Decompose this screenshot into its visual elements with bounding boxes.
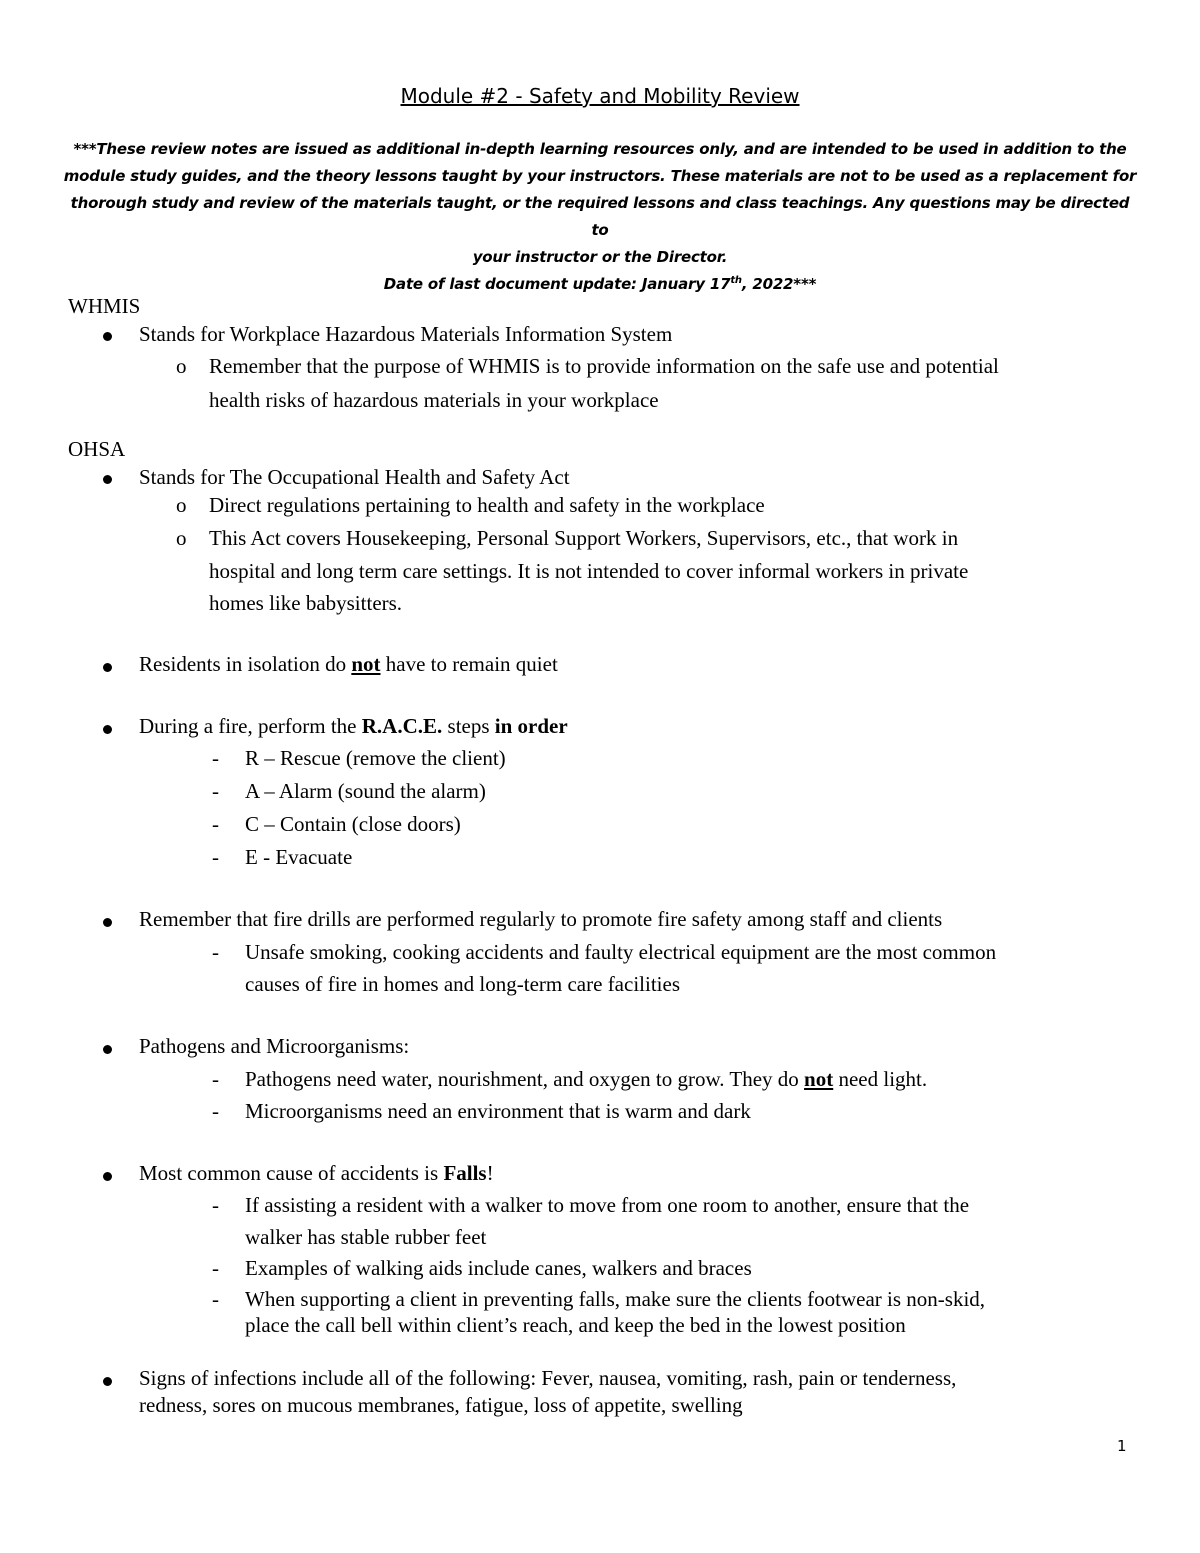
bullet-icon — [103, 725, 112, 734]
section-heading-whmis: WHMIS — [68, 294, 141, 318]
list-item: If assisting a resident with a walker to move from one room to another, ensure that the — [245, 1193, 970, 1217]
list-item: E - Evacuate — [245, 845, 353, 869]
list-item: health risks of hazardous materials in your workplace — [209, 388, 659, 412]
dash-icon: - — [212, 1256, 219, 1280]
list-item: This Act covers Housekeeping, Personal Support Workers, Supervisors, etc., that work in — [209, 526, 959, 550]
dash-icon: - — [212, 812, 219, 836]
list-item: During a fire, perform the R.A.C.E. steps in order — [139, 714, 568, 738]
list-item: Direct regulations pertaining to health and safety in the workplace — [209, 493, 765, 517]
bullet-icon — [103, 475, 112, 484]
section-heading-ohsa: OHSA — [68, 437, 126, 461]
list-item: Remember that the purpose of WHMIS is to provide information on the safe use and potential — [209, 354, 999, 378]
bullet-icon — [103, 663, 112, 672]
update-date: Date of last document update: January 17th, 2022*** — [383, 275, 817, 293]
sub-bullet-icon: o — [176, 354, 187, 378]
list-item: Remember that fire drills are performed regularly to promote fire safety among staff and clients — [139, 907, 943, 931]
list-item: Examples of walking aids include canes, walkers and braces — [245, 1256, 752, 1280]
dash-icon: - — [212, 746, 219, 770]
document-title: Module #2 - Safety and Mobility Review — [400, 84, 800, 108]
intro-line: thorough study and review of the materials taught, or the required lessons and class teachings. Any questions may be directed to — [70, 194, 1130, 239]
intro-line: your instructor or the Director. — [472, 248, 728, 266]
intro-line: module study guides, and the theory lessons taught by your instructors. These materials are not to be used as a replacement for — [63, 167, 1137, 185]
list-item: walker has stable rubber feet — [245, 1225, 487, 1249]
list-item: A – Alarm (sound the alarm) — [245, 779, 486, 803]
list-item: homes like babysitters. — [209, 591, 403, 615]
bullet-icon — [103, 1377, 112, 1386]
dash-icon: - — [212, 1067, 219, 1091]
intro-notice — [60, 136, 1140, 298]
bullet-icon — [103, 1172, 112, 1181]
sub-bullet-icon: o — [176, 526, 187, 550]
dash-icon: - — [212, 845, 219, 869]
dash-icon: - — [212, 1193, 219, 1217]
list-item: R – Rescue (remove the client) — [245, 746, 506, 770]
dash-icon: - — [212, 779, 219, 803]
page-number: 1 — [1117, 1437, 1127, 1455]
dash-icon: - — [212, 940, 219, 964]
list-item: C – Contain (close doors) — [245, 812, 461, 836]
bullet-icon — [103, 1045, 112, 1054]
list-item: hospital and long term care settings. It is not intended to cover informal workers in private — [209, 559, 969, 583]
list-item: Microorganisms need an environment that is warm and dark — [245, 1099, 751, 1123]
list-item: When supporting a client in preventing falls, make sure the clients footwear is non-skid, — [245, 1287, 986, 1311]
dash-icon: - — [212, 1099, 219, 1123]
list-item: place the call bell within client’s reach, and keep the bed in the lowest position — [245, 1313, 906, 1337]
bullet-icon — [103, 918, 112, 927]
list-item: Signs of infections include all of the following: Fever, nausea, vomiting, rash, pain or tenderness, — [139, 1366, 957, 1390]
list-item: Most common cause of accidents is Falls! — [139, 1161, 494, 1185]
list-item: causes of fire in homes and long-term care facilities — [245, 972, 680, 996]
list-item: Unsafe smoking, cooking accidents and faulty electrical equipment are the most common — [245, 940, 997, 964]
list-item: redness, sores on mucous membranes, fatigue, loss of appetite, swelling — [139, 1393, 743, 1417]
list-item: Stands for Workplace Hazardous Materials Information System — [139, 322, 673, 346]
list-item: Stands for The Occupational Health and Safety Act — [139, 465, 570, 489]
intro-line: ***These review notes are issued as additional in-depth learning resources only, and are intended to be used in addition to the — [73, 140, 1127, 158]
sub-bullet-icon: o — [176, 493, 187, 517]
dash-icon: - — [212, 1287, 219, 1311]
list-item: Pathogens and Microorganisms: — [139, 1034, 410, 1058]
list-item: Pathogens need water, nourishment, and oxygen to grow. They do not need light. — [245, 1067, 928, 1091]
list-item: Residents in isolation do not have to remain quiet — [139, 652, 558, 676]
bullet-icon — [103, 332, 112, 341]
